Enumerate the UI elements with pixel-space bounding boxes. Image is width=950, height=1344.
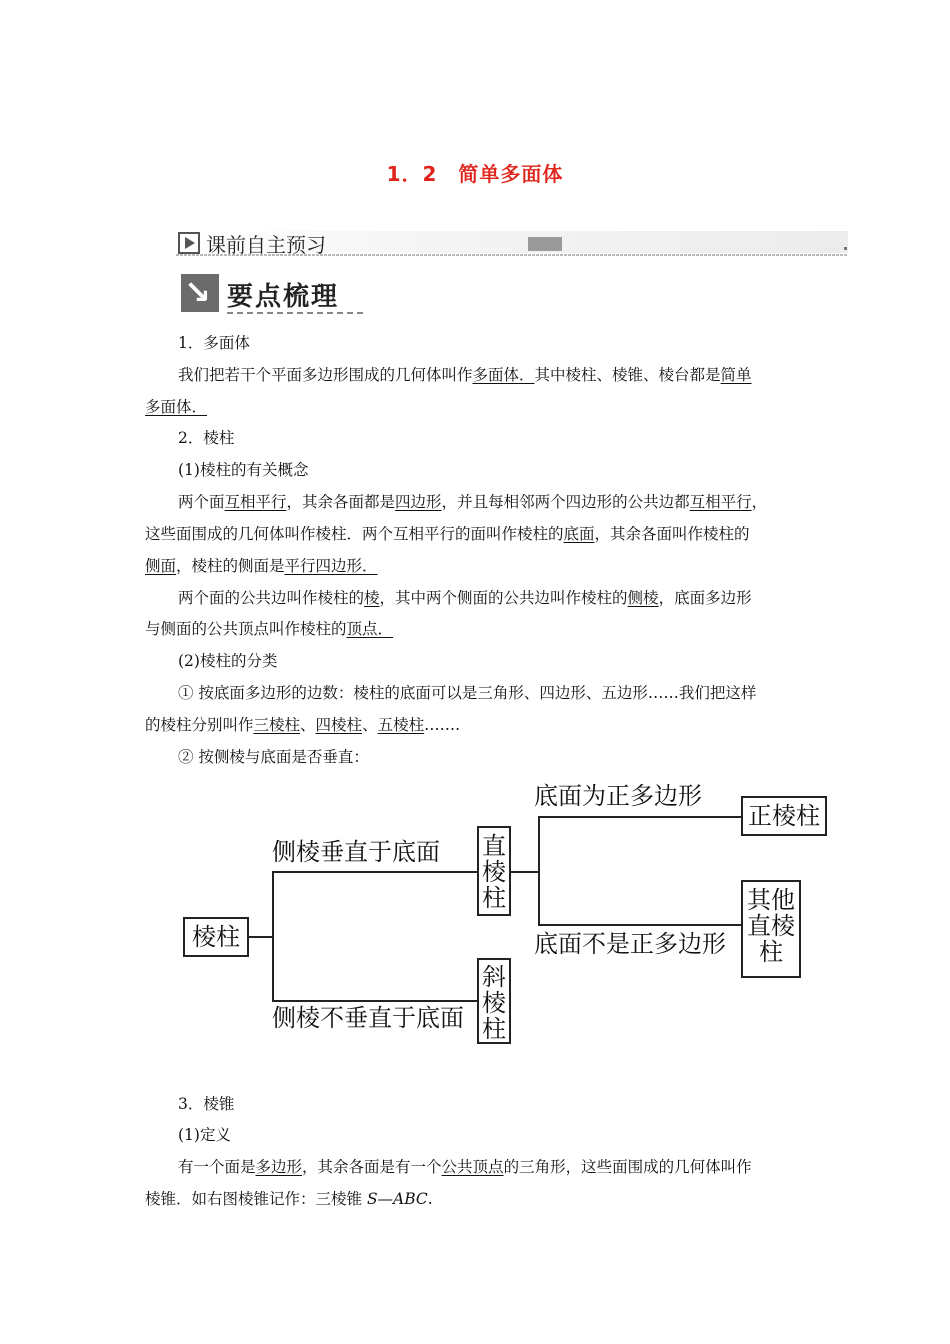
- keypoints-label: 要点梳理: [227, 282, 340, 312]
- banner-decor-dot: [844, 247, 847, 250]
- connector: [538, 924, 742, 926]
- text: 其中棱柱、棱锥、棱台都是: [534, 366, 721, 384]
- text: 有一个面是: [178, 1158, 256, 1176]
- s3-sub1: (1)定义: [178, 1126, 231, 1144]
- connector: [538, 816, 540, 926]
- banner-label: 课前自主预习: [206, 233, 326, 257]
- text: ，其余各面是有一个: [302, 1158, 442, 1176]
- text: 我们把若干个平面多边形围成的几何体叫作: [178, 366, 473, 384]
- text: …….: [424, 716, 461, 734]
- text: ，底面多边形: [658, 589, 752, 607]
- s3-line-b: [145, 1189, 433, 1209]
- text: 的棱柱分别叫作: [145, 716, 254, 734]
- node-other-right-prism: 其他直棱柱: [741, 880, 801, 978]
- text: 两个面: [178, 493, 225, 511]
- text: ，棱柱的侧面是: [176, 557, 285, 575]
- edge-label-irregular-base: 底面不是正多边形: [534, 930, 726, 958]
- connector: [272, 1000, 478, 1002]
- blank-answer: 三棱柱: [253, 716, 301, 734]
- blank-answer: 顶点．: [346, 620, 394, 638]
- s2-line-b: [145, 524, 750, 544]
- blank-answer: 四边形: [395, 493, 442, 511]
- blank-answer: 互相平行: [224, 493, 287, 511]
- blank-answer: 底面: [563, 525, 595, 543]
- blank-answer: 公共顶点: [441, 1158, 504, 1176]
- text: 、: [362, 716, 378, 734]
- keypoints-header: [181, 274, 365, 318]
- s2-line-g: [145, 715, 460, 735]
- text: 两个面的公共边叫作棱柱的: [178, 589, 365, 607]
- blank-answer: 互相平行: [689, 493, 752, 511]
- s3-heading: 3．棱锥: [178, 1095, 235, 1113]
- text: 的三角形，这些面围成的几何体叫作: [503, 1158, 752, 1176]
- s1-line2: [145, 397, 207, 417]
- text: ，其余各面都是: [286, 493, 396, 511]
- text: ，其余各面叫作棱柱的: [594, 525, 750, 543]
- arrow-down-right-icon: [181, 274, 219, 312]
- connector: [272, 871, 478, 873]
- s3-line-a: [178, 1157, 752, 1177]
- connector: [272, 871, 274, 1002]
- banner-decor-block: [528, 237, 562, 251]
- connector: [511, 871, 539, 873]
- blank-answer: 简单: [720, 366, 752, 384]
- keypoints-underline: [227, 312, 363, 314]
- connector: [538, 816, 742, 818]
- connector: [249, 936, 273, 938]
- blank-answer: 侧棱: [627, 589, 659, 607]
- s2-line-c: [145, 556, 378, 576]
- text: .: [427, 1190, 433, 1208]
- blank-answer: 棱: [364, 589, 380, 607]
- text: ，: [751, 493, 768, 511]
- node-prism: 棱柱: [183, 917, 249, 957]
- section-title: 1．2 简单多面体: [386, 162, 564, 186]
- s2-line-e: [145, 619, 393, 639]
- text: ，并且每相邻两个四边形的公共边都: [441, 493, 690, 511]
- blank-answer: 多面体．: [145, 398, 208, 416]
- blank-answer: 侧面: [145, 557, 177, 575]
- text: 、: [300, 716, 316, 734]
- text: 这些面围成的几何体叫作棱柱．两个互相平行的面叫作棱柱的: [145, 525, 564, 543]
- s2-sub2: (2)棱柱的分类: [178, 652, 278, 670]
- section-banner: [176, 228, 848, 258]
- s1-heading: 1．多面体: [178, 334, 250, 352]
- node-regular-prism: 正棱柱: [741, 796, 827, 836]
- s2-line-h: ② 按侧棱与底面是否垂直：: [178, 748, 369, 766]
- blank-answer: 平行四边形．: [284, 557, 378, 575]
- s1-line1: [178, 365, 752, 385]
- play-arrow-icon: [178, 232, 200, 254]
- s2-line-f: ① 按底面多边形的边数：棱柱的底面可以是三角形、四边形、五边形……我们把这样: [178, 684, 757, 702]
- blank-answer: 多边形: [255, 1158, 303, 1176]
- text: ，其中两个侧面的公共边叫作棱柱的: [379, 589, 628, 607]
- blank-answer: 四棱柱: [315, 716, 363, 734]
- s2-sub1: (1)棱柱的有关概念: [178, 461, 309, 479]
- pyramid-notation: S—ABC: [366, 1190, 428, 1208]
- edge-label-not-perpendicular: 侧棱不垂直于底面: [272, 1004, 464, 1032]
- node-oblique-prism: 斜棱柱: [477, 958, 511, 1044]
- blank-answer: 五棱柱: [377, 716, 425, 734]
- s2-line-d: [178, 588, 752, 608]
- blank-answer: 多面体．: [472, 366, 535, 384]
- edge-label-regular-base: 底面为正多边形: [534, 782, 702, 810]
- node-right-prism: 直棱柱: [477, 826, 511, 916]
- text: 与侧面的公共顶点叫作棱柱的: [145, 620, 347, 638]
- s2-heading: 2．棱柱: [178, 429, 235, 447]
- edge-label-perpendicular: 侧棱垂直于底面: [272, 838, 440, 866]
- s2-line-a: [178, 492, 767, 512]
- prism-classification-diagram: [180, 780, 830, 1050]
- text: 棱锥．如右图棱锥记作：三棱锥: [145, 1190, 367, 1208]
